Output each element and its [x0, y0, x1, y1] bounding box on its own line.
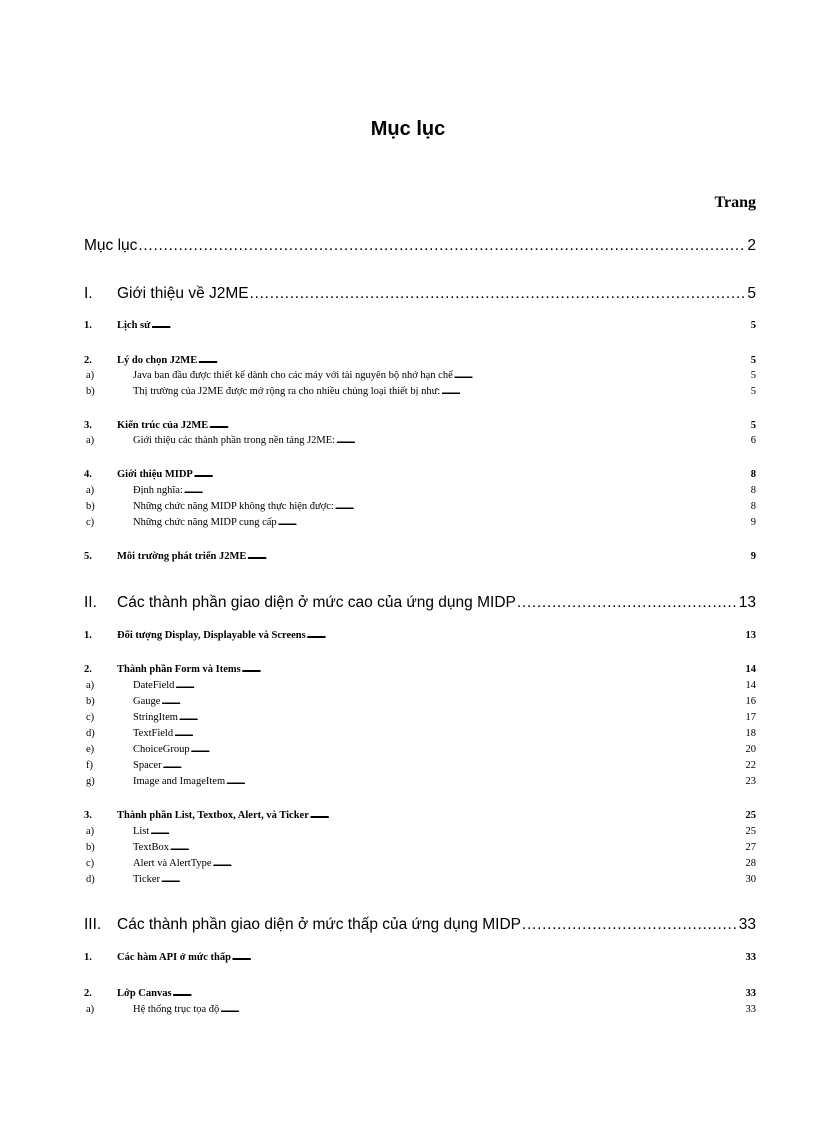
toc-entry-text: Lịch sử	[117, 320, 151, 331]
toc-entry-number: a)	[86, 485, 95, 496]
toc-entry-number: b)	[86, 386, 95, 397]
toc-entry-page: 23	[745, 776, 756, 787]
toc-entry-page: 33	[738, 916, 756, 933]
toc-entry-number: a)	[86, 435, 95, 446]
leader-dots	[250, 285, 747, 303]
toc-entry[interactable]	[84, 355, 756, 366]
leader-dots	[150, 826, 744, 837]
toc-entry-text: Định nghĩa:	[133, 485, 183, 496]
toc-entry-text: Giới thiệu các thành phần trong nền tảng J2ME:	[133, 435, 336, 446]
toc-entry[interactable]	[84, 285, 756, 303]
toc-entry-text: ChoiceGroup	[133, 744, 190, 755]
toc-entry-number: a)	[86, 680, 95, 691]
toc-entry-text: Thị trường của J2ME được mở rộng ra cho nhiều chủng loại thiết bị như:	[133, 386, 441, 397]
toc-entry[interactable]	[84, 842, 756, 853]
leader-dots	[191, 744, 745, 755]
toc-entry-number: c)	[86, 517, 95, 528]
toc-entry-text: Giới thiệu về J2ME	[117, 285, 249, 302]
toc-entry-page: 25	[745, 826, 756, 837]
toc-entry-page: 9	[750, 551, 756, 562]
toc-entry-number: a)	[86, 826, 95, 837]
toc-entry-number: e)	[86, 744, 95, 755]
leader-dots	[247, 551, 749, 562]
leader-dots	[138, 237, 746, 255]
toc-entry-text: Ticker	[133, 874, 161, 885]
toc-entry[interactable]	[84, 594, 756, 612]
leader-dots	[335, 501, 750, 512]
toc-entry[interactable]	[84, 858, 756, 869]
toc-entry-number: 4.	[84, 469, 92, 480]
toc-entry-page: 5	[750, 370, 756, 381]
toc-entry-text: Image and ImageItem	[133, 776, 226, 787]
toc-entry[interactable]	[84, 728, 756, 739]
toc-entry-number: 2.	[84, 988, 92, 999]
toc-entry-number: III.	[84, 916, 102, 933]
toc-entry-number: 1.	[84, 320, 92, 331]
toc-entry[interactable]	[84, 551, 756, 562]
toc-entry[interactable]	[84, 776, 756, 787]
toc-entry-text: Những chức năng MIDP cung cấp	[133, 517, 277, 528]
toc-entry-page: 8	[750, 485, 756, 496]
leader-dots	[242, 664, 745, 675]
toc-entry-number: c)	[86, 712, 95, 723]
toc-entry-text: Thành phần List, Textbox, Alert, và Ticker	[117, 810, 309, 821]
toc-entry[interactable]	[84, 696, 756, 707]
toc-entry[interactable]	[84, 952, 756, 963]
toc-entry-text: Các hàm API ở mức thấp	[117, 952, 231, 963]
toc-entry-number: 3.	[84, 420, 92, 431]
toc-entry-page: 5	[750, 420, 756, 431]
leader-dots	[194, 469, 750, 480]
toc-entry-page: 25	[745, 810, 756, 821]
leader-dots	[517, 594, 738, 612]
toc-entry-number: g)	[86, 776, 95, 787]
leader-dots	[310, 810, 745, 821]
leader-dots	[161, 696, 744, 707]
toc-entry-number: a)	[86, 1004, 95, 1015]
toc-entry-text: Giới thiệu MIDP	[117, 469, 193, 480]
toc-entry[interactable]	[84, 501, 756, 512]
toc-entry-page: 8	[750, 469, 756, 480]
leader-dots	[173, 988, 745, 999]
toc-entry[interactable]	[84, 810, 756, 821]
toc-entry-page: 33	[745, 1004, 756, 1015]
toc-entry-text: Hệ thống trục tọa độ	[133, 1004, 220, 1015]
toc-entry-number: d)	[86, 728, 95, 739]
toc-entry-number: b)	[86, 501, 95, 512]
toc-entry-text: Gauge	[133, 696, 161, 707]
toc-entry-page: 33	[745, 952, 756, 963]
toc-entry-page: 27	[745, 842, 756, 853]
toc-entry-text: Mục lục	[84, 237, 138, 254]
toc-entry-page: 30	[745, 874, 756, 885]
toc-entry[interactable]	[84, 386, 756, 397]
page-title: Mục lục	[370, 118, 446, 140]
toc-entry-number: 2.	[84, 664, 92, 675]
toc-entry-number: a)	[86, 370, 95, 381]
leader-dots	[151, 320, 749, 331]
toc-entry[interactable]	[84, 744, 756, 755]
leader-dots	[170, 842, 744, 853]
leader-dots	[174, 728, 744, 739]
leader-dots	[198, 355, 750, 366]
leader-dots	[226, 776, 744, 787]
leader-dots	[163, 760, 745, 771]
toc-entry-text: Kiến trúc của J2ME	[117, 420, 209, 431]
toc-entry[interactable]	[84, 517, 756, 528]
toc-entry-number: 1.	[84, 952, 92, 963]
toc-entry-page: 2	[747, 237, 756, 254]
toc-entry-text: StringItem	[133, 712, 178, 723]
toc-entry[interactable]	[84, 916, 756, 934]
leader-dots	[441, 386, 749, 397]
toc-entry-text: Đối tượng Display, Displayable và Screens	[117, 630, 306, 641]
leader-dots	[175, 680, 744, 691]
toc-entry-number: I.	[84, 285, 93, 302]
page-column-label: Trang	[714, 194, 756, 211]
toc-entry-page: 9	[750, 517, 756, 528]
toc-entry-page: 5	[750, 355, 756, 366]
toc-entry-number: 1.	[84, 630, 92, 641]
leader-dots	[161, 874, 744, 885]
toc-entry-page: 5	[747, 285, 756, 302]
toc-entry-page: 5	[750, 320, 756, 331]
toc-entry-number: b)	[86, 842, 95, 853]
toc-entry[interactable]	[84, 420, 756, 431]
toc-entry-text: Alert và AlertType	[133, 858, 212, 869]
leader-dots	[454, 370, 750, 381]
toc-entry-text: TextBox	[133, 842, 170, 853]
toc-entry[interactable]	[84, 988, 756, 999]
leader-dots	[522, 916, 738, 934]
toc-entry-text: TextField	[133, 728, 174, 739]
toc-entry[interactable]	[84, 630, 756, 641]
toc-entry-number: c)	[86, 858, 95, 869]
toc-entry[interactable]	[84, 370, 756, 381]
toc-entry-number: 3.	[84, 810, 92, 821]
toc-entry-text: Spacer	[133, 760, 162, 771]
toc-entry-page: 14	[745, 680, 756, 691]
toc-entry-page: 5	[750, 386, 756, 397]
toc-entry-page: 16	[745, 696, 756, 707]
toc-entry[interactable]	[84, 1004, 756, 1015]
toc-entry-number: f)	[86, 760, 93, 771]
leader-dots	[213, 858, 745, 869]
toc-entry[interactable]	[84, 826, 756, 837]
toc-entry-page: 20	[745, 744, 756, 755]
toc-entry-page: 14	[745, 664, 756, 675]
toc-entry-text: Thành phần Form và Items	[117, 664, 241, 675]
toc-entry-page: 33	[745, 988, 756, 999]
toc-entry-text: Những chức năng MIDP không thực hiện được:	[133, 501, 334, 512]
toc-entry-text: Các thành phần giao diện ở mức thấp của ứng dụng MIDP	[117, 916, 522, 933]
toc-entry[interactable]	[84, 712, 756, 723]
toc-entry[interactable]	[84, 874, 756, 885]
toc-entry-page: 8	[750, 501, 756, 512]
toc-entry[interactable]	[84, 664, 756, 675]
toc-entry-number: 2.	[84, 355, 92, 366]
toc-entry[interactable]	[84, 435, 756, 446]
toc-entry-text: List	[133, 826, 150, 837]
toc-entry[interactable]	[84, 469, 756, 480]
toc-entry-number: d)	[86, 874, 95, 885]
leader-dots	[278, 517, 750, 528]
toc-entry[interactable]	[84, 320, 756, 331]
toc-entry[interactable]	[84, 680, 756, 691]
toc-entry-page: 28	[745, 858, 756, 869]
toc-entry-text: Môi trường phát triển J2ME	[117, 551, 247, 562]
leader-dots	[336, 435, 750, 446]
toc-entry[interactable]	[84, 237, 756, 255]
toc-entry-text: Java ban đầu được thiết kế dành cho các máy với tài nguyên bộ nhớ hạn chế	[133, 370, 453, 381]
toc-entry-page: 13	[745, 630, 756, 641]
toc-entry-page: 17	[745, 712, 756, 723]
toc-entry-number: b)	[86, 696, 95, 707]
toc-entry-text: Các thành phần giao diện ở mức cao của ứng dụng MIDP	[117, 594, 516, 611]
toc-entry-text: DateField	[133, 680, 175, 691]
leader-dots	[220, 1004, 744, 1015]
toc-entry-page: 6	[750, 435, 756, 446]
toc-entry-page: 22	[745, 760, 756, 771]
leader-dots	[184, 485, 750, 496]
leader-dots	[209, 420, 749, 431]
toc-entry-page: 18	[745, 728, 756, 739]
toc-entry[interactable]	[84, 760, 756, 771]
toc-entry-number: 5.	[84, 551, 92, 562]
toc-entry[interactable]	[84, 485, 756, 496]
toc-entry-text: Lớp Canvas	[117, 988, 172, 999]
toc-entry-text: Lý do chọn J2ME	[117, 355, 198, 366]
leader-dots	[179, 712, 745, 723]
toc-entry-number: II.	[84, 594, 97, 611]
leader-dots	[232, 952, 745, 963]
leader-dots	[307, 630, 745, 641]
toc-entry-page: 13	[738, 594, 756, 611]
